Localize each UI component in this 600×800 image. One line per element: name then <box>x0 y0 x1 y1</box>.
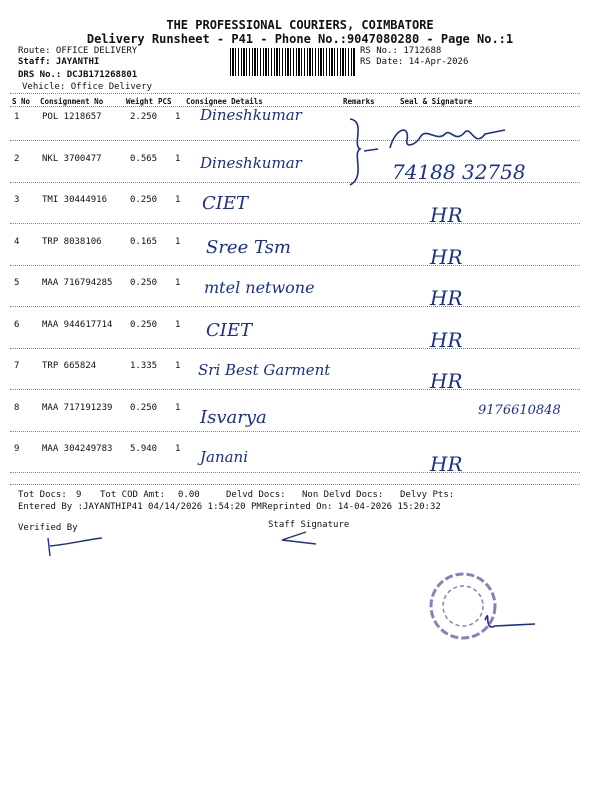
col-weight: Weight <box>126 97 154 106</box>
col-pcs: PCS <box>158 97 172 106</box>
row-signature: HR <box>430 245 463 269</box>
bracket-mark <box>330 115 380 190</box>
row-consignee: Isvarya <box>200 407 267 428</box>
rs-number: RS No.: 1712688 <box>360 46 442 56</box>
row-sno: 9 <box>14 444 20 454</box>
row-consignment: MAA 717191239 <box>42 403 113 413</box>
route-label: Route: OFFICE DELIVERY <box>18 46 138 56</box>
runsheet-subtitle: Delivery Runsheet - P41 - Phone No.:9047080280 - Page No.:1 <box>86 32 514 46</box>
verified-signature <box>40 534 110 559</box>
staff-signature-label: Staff Signature <box>268 520 350 530</box>
row-sno: 4 <box>14 237 20 247</box>
row-weight: 5.940 <box>130 444 158 454</box>
verified-by-label: Verified By <box>18 523 78 533</box>
entered-by: Entered By :JAYANTHIP41 04/14/2026 1:54:20 PM <box>18 502 262 512</box>
barcode <box>230 48 356 76</box>
row-pcs: 1 <box>175 320 181 330</box>
row-signature: HR <box>430 328 463 352</box>
col-sno: S No <box>12 97 31 106</box>
row-consignment: MAA 944617714 <box>42 320 113 330</box>
tot-docs-value: 9 <box>76 490 82 500</box>
staff-label: Staff: JAYANTHI <box>18 57 100 67</box>
row-consignment: TRP 8038106 <box>42 237 102 247</box>
row-consignee: CIET <box>202 193 249 214</box>
row-divider <box>10 306 580 307</box>
col-consignee: Consignee Details <box>186 97 263 106</box>
row-consignment: TRP 665824 <box>42 361 97 371</box>
row-pcs: 1 <box>175 195 181 205</box>
row-sno: 8 <box>14 403 20 413</box>
handwritten-phone: 74188 32758 <box>392 160 526 184</box>
row-sno: 3 <box>14 195 20 205</box>
row-weight: 1.335 <box>130 361 158 371</box>
summary-rule <box>10 484 580 485</box>
row-sno: 7 <box>14 361 20 371</box>
row-divider <box>10 223 580 224</box>
rs-date: RS Date: 14-Apr-2026 <box>360 57 469 67</box>
row-consignee: Dineshkumar <box>200 106 302 124</box>
row-pcs: 1 <box>175 278 181 288</box>
tot-docs-label: Tot Docs: <box>18 490 67 500</box>
signature-row1 <box>385 118 535 158</box>
row-signature: HR <box>430 369 463 393</box>
office-stamp <box>425 570 575 650</box>
non-delvd-docs: Non Delvd Docs: <box>302 490 384 500</box>
row-pcs: 1 <box>175 112 181 122</box>
drs-number: DRS No.: DCJB171268801 <box>18 70 138 80</box>
row-consignment: POL 1218657 <box>42 112 102 122</box>
delvd-docs: Delvd Docs: <box>226 490 286 500</box>
row-consignee: Janani <box>200 448 249 466</box>
row-consignment: TMI 30444916 <box>42 195 108 205</box>
row-signature: HR <box>430 203 463 227</box>
col-remarks: Remarks <box>343 97 375 106</box>
row-signature: HR <box>430 286 463 310</box>
row-sno: 2 <box>14 154 20 164</box>
row-pcs: 1 <box>175 403 181 413</box>
row-consignee: Sree Tsm <box>206 237 291 258</box>
row-consignee: Sri Best Garment <box>198 361 331 379</box>
row-pcs: 1 <box>175 444 181 454</box>
row-sno: 5 <box>14 278 20 288</box>
row-divider <box>10 389 580 390</box>
delvy-pts: Delvy Pts: <box>400 490 455 500</box>
row-pcs: 1 <box>175 361 181 371</box>
row-divider <box>10 472 580 473</box>
row-consignee: mtel netwone <box>204 278 315 297</box>
row-sno: 6 <box>14 320 20 330</box>
header-top-rule <box>10 93 580 94</box>
row-consignment: MAA 716794285 <box>42 278 113 288</box>
tot-cod-value: 0.00 <box>178 490 200 500</box>
row-consignee: CIET <box>206 320 253 341</box>
col-seal-signature: Seal & Signature <box>400 97 473 106</box>
row-signature: 9176610848 <box>478 403 561 418</box>
row-signature: HR <box>430 452 463 476</box>
row-weight: 0.565 <box>130 154 158 164</box>
tot-cod-label: Tot COD Amt: <box>100 490 166 500</box>
row-weight: 0.250 <box>130 403 158 413</box>
row-weight: 0.250 <box>130 320 158 330</box>
row-weight: 0.250 <box>130 278 158 288</box>
company-name: THE PROFESSIONAL COURIERS, COIMBATORE <box>166 18 434 32</box>
row-divider <box>10 431 580 432</box>
row-consignment: MAA 304249783 <box>42 444 113 454</box>
row-weight: 2.250 <box>130 112 158 122</box>
row-divider <box>10 348 580 349</box>
row-consignee: Dineshkumar <box>200 154 302 172</box>
row-consignment: NKL 3700477 <box>42 154 102 164</box>
reprinted-on: Reprinted On: 14-04-2026 15:20:32 <box>262 502 441 512</box>
row-divider <box>10 265 580 266</box>
vehicle-label: Vehicle: Office Delivery <box>22 82 153 92</box>
row-pcs: 1 <box>175 237 181 247</box>
row-weight: 0.165 <box>130 237 158 247</box>
row-sno: 1 <box>14 112 20 122</box>
row-pcs: 1 <box>175 154 181 164</box>
col-consignment: Consignment No <box>40 97 104 106</box>
row-weight: 0.250 <box>130 195 158 205</box>
staff-signature-mark <box>276 530 326 550</box>
